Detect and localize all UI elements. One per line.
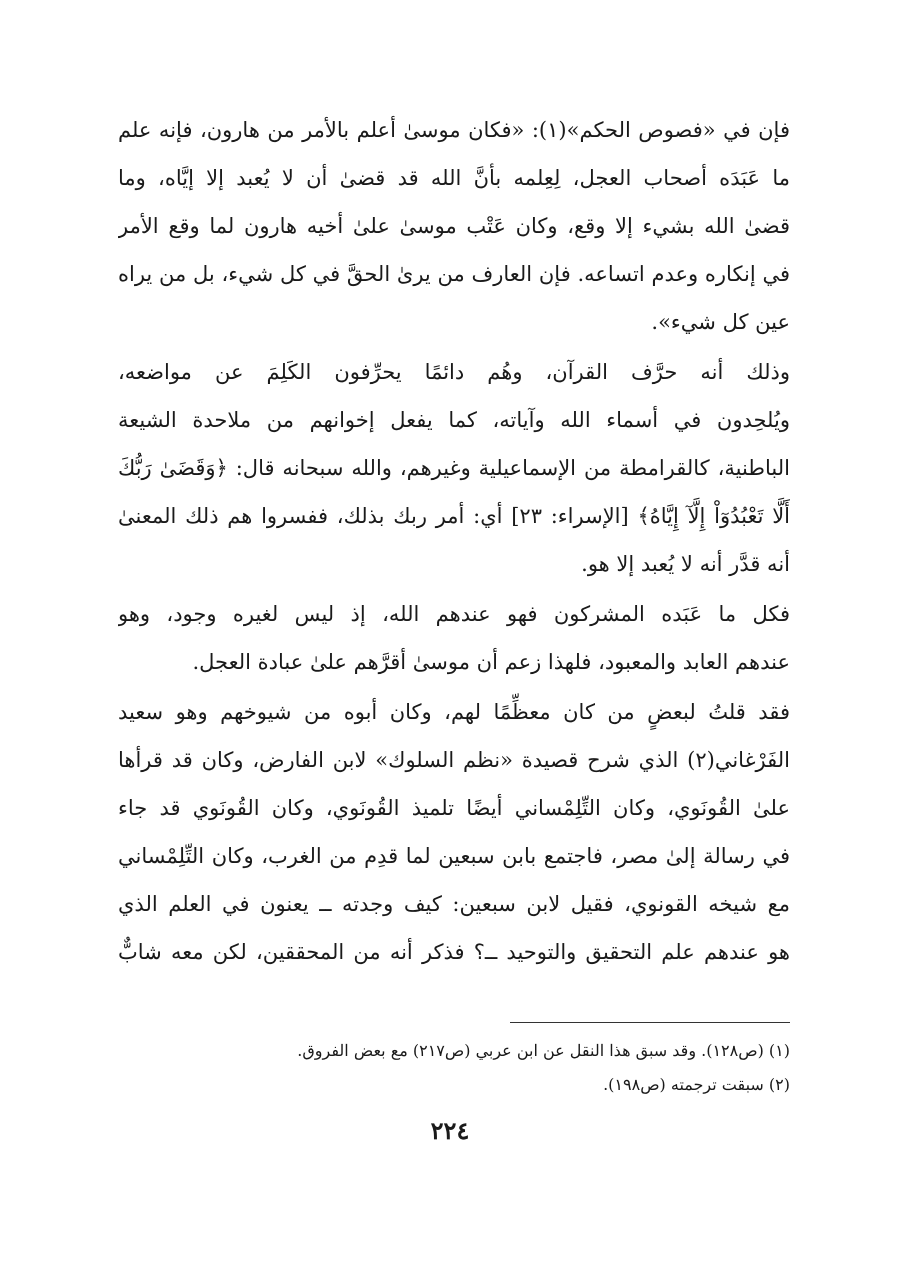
text-line: أنه قدَّر أنه لا يُعبد إلا هو. [581, 552, 790, 576]
paragraph-fusus-quote [118, 106, 790, 346]
text-line: في إنكاره وعدم اتساعه. فإن العارف من يرىٰ الحقَّ في كل شيء، بل من يراه [118, 262, 790, 286]
footnotes [118, 1034, 790, 1102]
text-line: الباطنية، كالقرامطة من الإسماعيلية وغيرهم، والله سبحانه قال: ﴿وَقَضَىٰ رَبُّكَ [118, 456, 790, 480]
page-number: ٢٢٤ [430, 1116, 470, 1145]
footnote-1: (١) (ص١٢٨). وقد سبق هذا النقل عن ابن عربي (ص٢١٧) مع بعض الفروق. [297, 1041, 790, 1060]
text-line: عين كل شيء». [651, 310, 790, 334]
text-line: أَلَّا تَعْبُدُوٓاْ إِلَّآ إِيَّاهُ﴾ [الإسراء: ٢٣] أي: أمر ربك بذلك، ففسروا هم ذلك المعنىٰ [118, 504, 790, 528]
text-line: علىٰ القُونَوي، وكان التِّلِمْساني أيضًا تلميذ القُونَوي، وكان القُونَوي قد جاء [118, 796, 790, 820]
paragraph-tahrif [118, 348, 790, 588]
text-line: وذلك أنه حرَّف القرآن، وهُم دائمًا يحرِّفون الكَلِمَ عن مواضعه، [118, 360, 790, 384]
text-line: فكل ما عَبَده المشركون فهو عندهم الله، إذ ليس لغيره وجود، وهو [118, 602, 790, 626]
footnote-2: (٢) سبقت ترجمته (ص١٩٨). [603, 1075, 790, 1094]
text-line: عندهم العابد والمعبود، فلهذا زعم أن موسىٰ أقرَّهم علىٰ عبادة العجل. [192, 650, 790, 674]
text-line: فقد قلتُ لبعضٍ من كان معظِّمًا لهم، وكان أبوه من شيوخهم وهو سعيد [118, 700, 790, 724]
text-line: ويُلحِدون في أسماء الله وآياته، كما يفعل إخوانهم من ملاحدة الشيعة [118, 408, 790, 432]
paragraph-farghani [118, 688, 790, 976]
text-line: في رسالة إلىٰ مصر، فاجتمع بابن سبعين لما قدِم من الغرب، وكان التِّلِمْساني [118, 844, 790, 868]
text-line: مع شيخه القونوي، فقيل لابن سبعين: كيف وجدته ــ يعنون في العلم الذي [118, 892, 790, 916]
text-line: قضىٰ الله بشيء إلا وقع، وكان عَتْب موسىٰ علىٰ أخيه هارون لما وقع الأمر [118, 214, 790, 238]
paragraph-mushrikun [118, 590, 790, 686]
text-line: فإن في «فصوص الحكم»(١): «فكان موسىٰ أعلم بالأمر من هارون، فإنه علم [118, 118, 790, 142]
text-line: الفَرْغاني(٢) الذي شرح قصيدة «نظم السلوك» لابن الفارض، وكان قد قرأها [118, 748, 790, 772]
footnote-separator [510, 1022, 790, 1023]
text-line: ما عَبَدَه أصحاب العجل، لِعِلمه بأنَّ الله قد قضىٰ أن لا يُعبد إلا إيَّاه، وما [118, 166, 790, 190]
text-line: هو عندهم علم التحقيق والتوحيد ــ؟ فذكر أنه من المحققين، لكن معه شابٌّ [118, 940, 790, 964]
